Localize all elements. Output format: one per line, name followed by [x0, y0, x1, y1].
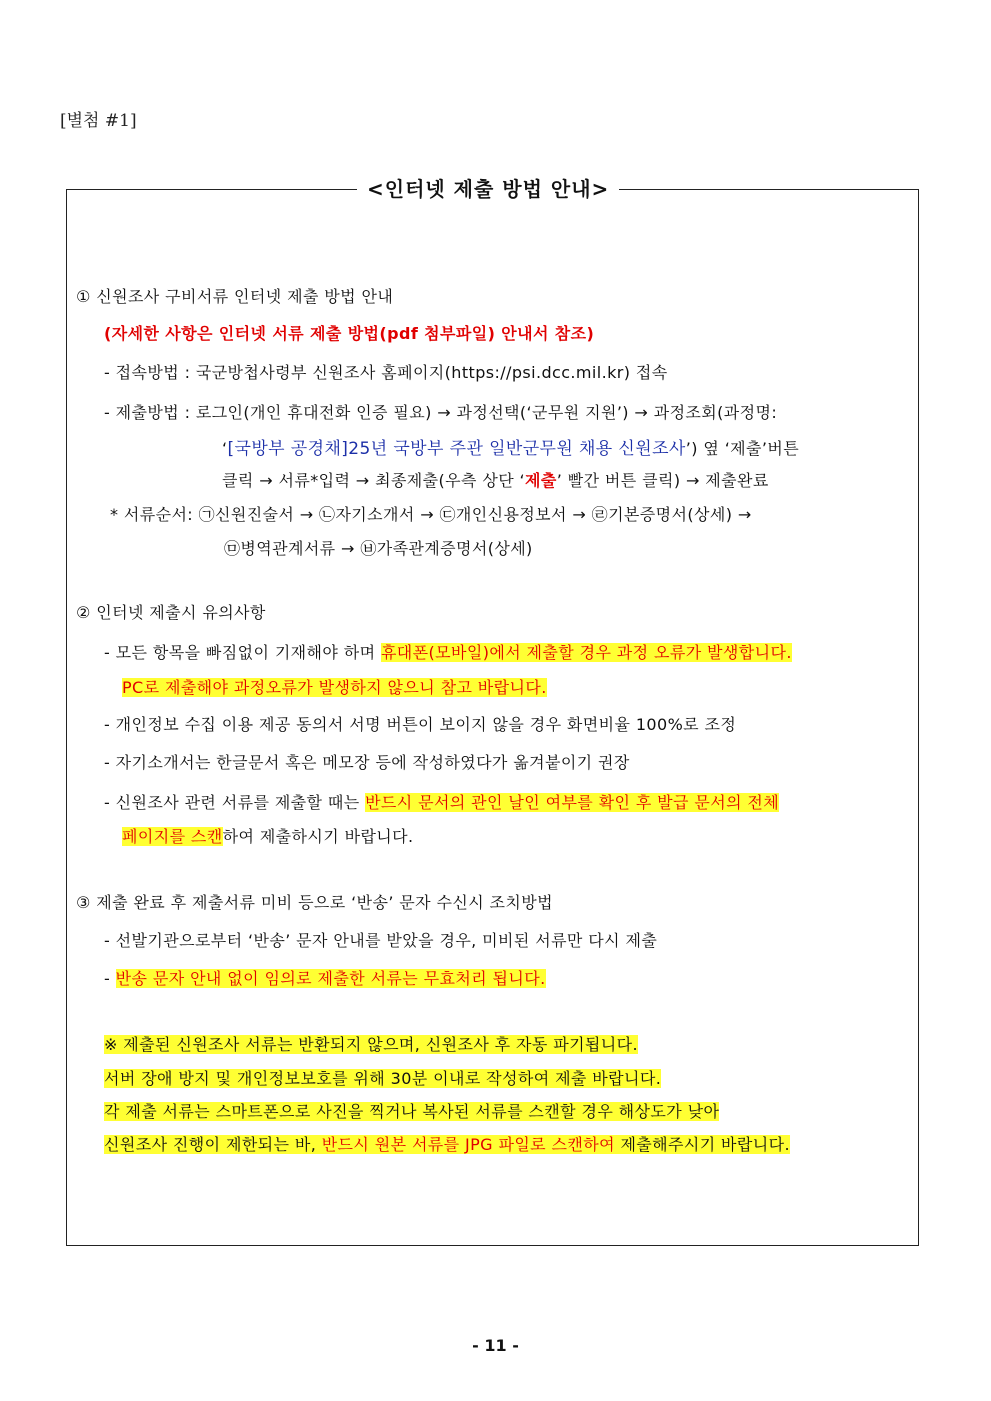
- section1-note: (자세한 사항은 인터넷 서류 제출 방법(pdf 첨부파일) 안내서 참조): [104, 324, 595, 343]
- notice-line2: [104, 1066, 661, 1089]
- document-order-line2: ㉤병역관계서류 → ㉥가족관계증명서(상세): [224, 539, 533, 558]
- section3-item2: [104, 966, 546, 989]
- pc-notice: PC로 제출해야 과정오류가 발생하지 않으니 참고 바랍니다.: [122, 678, 547, 697]
- section2-heading: ② 인터넷 제출시 유의사항: [76, 603, 266, 622]
- section1-heading: ① 신원조사 구비서류 인터넷 제출 방법 안내: [76, 287, 394, 306]
- notice-line2-text: 서버 장애 방지 및 개인정보보호를 위해 30분 이내로 작성하여 제출 바랍니다.: [104, 1069, 662, 1088]
- section3-heading: ③ 제출 완료 후 제출서류 미비 등으로 ‘반송’ 문자 수신시 조치방법: [76, 893, 553, 912]
- invalid-submission-warning: 반송 문자 안내 없이 임의로 제출한 서류는 무효처리 됩니다.: [115, 969, 546, 988]
- notice-line3: [104, 1099, 719, 1122]
- section1-submit-line2: [222, 434, 799, 459]
- section1-submit-line3: [222, 468, 769, 491]
- submit-line3-pre: 클릭 → 서류*입력 → 최종제출(우측 상단 ‘: [222, 471, 526, 490]
- section3-item2-dash: -: [104, 969, 116, 988]
- notice-line4-post: 제출해주시기 바랍니다.: [614, 1135, 790, 1154]
- attachment-label: [별첨 #1]: [60, 111, 137, 131]
- notice-line1: [104, 1032, 638, 1055]
- section2-item4: [104, 790, 779, 813]
- section2-item4-post: 하여 제출하시기 바랍니다.: [222, 827, 414, 846]
- section2-item1-line2: [122, 675, 547, 698]
- submit-line3-post: ’ 빨간 버튼 클릭) → 제출완료: [556, 471, 769, 490]
- page-number: - 11 -: [472, 1336, 519, 1355]
- notice-line4: [104, 1132, 790, 1155]
- submit-red-button-label: 제출: [525, 471, 557, 490]
- section2-item3: - 자기소개서는 한글문서 혹은 메모장 등에 작성하였다가 옮겨붙이기 권장: [104, 753, 630, 772]
- section3-item1: - 선발기관으로부터 ‘반송’ 문자 안내를 받았을 경우, 미비된 서류만 다시 제출: [104, 931, 658, 950]
- scan-warning-cont: 페이지를 스캔: [122, 827, 223, 846]
- jpg-scan-notice: 반드시 원본 서류를 JPG 파일로 스캔하여: [321, 1135, 615, 1154]
- submit-line2-post: ’) 옆 ‘제출’버튼: [685, 439, 800, 458]
- section2-item1: [104, 640, 792, 663]
- section2-item4-line2: [122, 824, 414, 847]
- notice-line4-pre: 신원조사 진행이 제한되는 바,: [104, 1135, 322, 1154]
- section2-item4-pre: - 신원조사 관련 서류를 제출할 때는: [104, 793, 366, 812]
- document-order-line1: * 서류순서: ㉠신원진술서 → ㉡자기소개서 → ㉢개인신용정보서 → ㉣기본증명서(상세) →: [110, 505, 752, 524]
- section1-submit-line1: - 제출방법 : 로그인(개인 휴대전화 인증 필요) → 과정선택(‘군무원 지원’) → 과정조회(과정명:: [104, 403, 778, 422]
- section2-item1-pre: - 모든 항목을 빠짐없이 기재해야 하며: [104, 643, 381, 662]
- course-name: [국방부 공경채]25년 국방부 주관 일반군무원 채용 신원조사: [227, 439, 686, 459]
- submit-line2-quote: ‘: [222, 439, 228, 458]
- scan-warning: 반드시 문서의 관인 날인 여부를 확인 후 발급 문서의 전체: [365, 793, 780, 812]
- notice-line1-text: ※ 제출된 신원조사 서류는 반환되지 않으며, 신원조사 후 자동 파기됩니다.: [104, 1035, 638, 1054]
- section1-access: - 접속방법 : 국군방첩사령부 신원조사 홈페이지(https://psi.dcc.mil.kr) 접속: [104, 363, 668, 382]
- section2-item2: - 개인정보 수집 이용 제공 동의서 서명 버튼이 보이지 않을 경우 화면비율 100%로 조정: [104, 715, 737, 734]
- mobile-warning: 휴대폰(모바일)에서 제출할 경우 과정 오류가 발생합니다.: [380, 643, 792, 662]
- notice-line3-text: 각 제출 서류는 스마트폰으로 사진을 찍거나 복사된 서류를 스캔할 경우 해상도가 낮아: [104, 1102, 720, 1121]
- page-title: <인터넷 제출 방법 안내>: [357, 173, 619, 202]
